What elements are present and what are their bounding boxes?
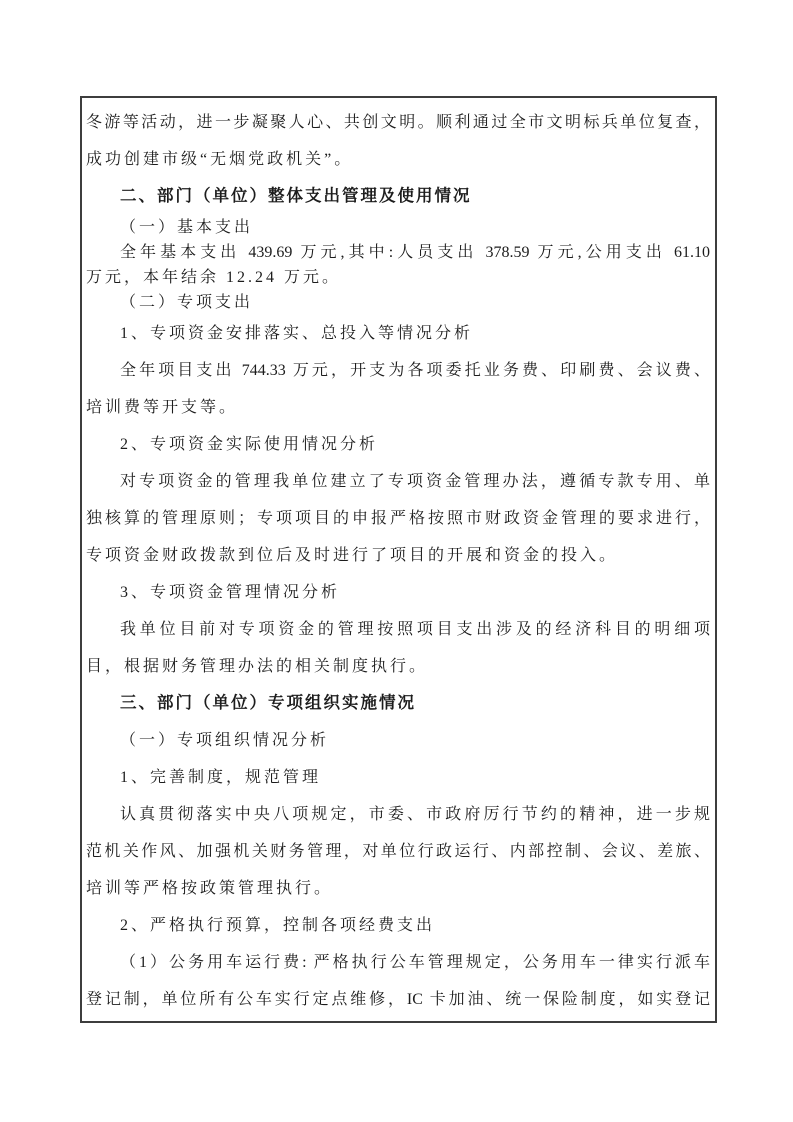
line-02: 成功创建市级“无烟党政机关”。 — [86, 151, 354, 168]
line-17: 目，根据财务管理办法的相关制度执行。 — [86, 658, 429, 675]
line-20: 1、完善制度，规范管理 — [120, 769, 322, 786]
line-25: （1）公务用车运行费: 严格执行公车管理规定，公务用车一律实行派车 — [120, 954, 710, 971]
line-01: 冬游等活动，进一步凝聚人心、共创文明。顺利通过全市文明标兵单位复查， — [86, 114, 710, 131]
line-13: 独核算的管理原则；专项项目的申报严格按照市财政资金管理的要求进行， — [86, 510, 710, 527]
line-06: 万元，本年结余 12.24 万元。 — [86, 269, 342, 286]
section-heading-2: 二、部门（单位）整体支出管理及使用情况 — [120, 187, 472, 205]
line-11: 2、专项资金实际使用情况分析 — [120, 436, 379, 453]
line-10: 培训费等开支等。 — [86, 399, 239, 416]
line-04: （一）基本支出 — [120, 219, 254, 236]
line-15: 3、专项资金管理情况分析 — [120, 584, 341, 601]
line-09: 全年项目支出 744.33 万元，开支为各项委托业务费、印刷费、会议费、 — [120, 362, 710, 379]
line-26: 登记制，单位所有公车实行定点维修，IC 卡加油、统一保险制度，如实登记 — [86, 991, 710, 1008]
line-12: 对专项资金的管理我单位建立了专项资金管理办法，遵循专款专用、单 — [120, 473, 710, 490]
line-24: 2、严格执行预算，控制各项经费支出 — [120, 917, 436, 934]
line-22: 范机关作风、加强机关财务管理，对单位行政运行、内部控制、会议、差旅、 — [86, 843, 710, 860]
line-16: 我单位目前对专项资金的管理按照项目支出涉及的经济科目的明细项 — [120, 621, 710, 638]
line-19: （一）专项组织情况分析 — [120, 732, 330, 749]
line-05: 全年基本支出 439.69 万元,其中:人员支出 378.59 万元,公用支出 61.10 — [120, 244, 710, 261]
document-content-cell — [80, 96, 717, 1023]
line-23: 培训等严格按政策管理执行。 — [86, 880, 334, 897]
line-14: 专项资金财政拨款到位后及时进行了项目的开展和资金的投入。 — [86, 547, 619, 564]
section-heading-3: 三、部门（单位）专项组织实施情况 — [120, 694, 416, 712]
line-08: 1、专项资金安排落实、总投入等情况分析 — [120, 325, 474, 342]
line-21: 认真贯彻落实中央八项规定，市委、市政府厉行节约的精神，进一步规 — [120, 806, 710, 823]
line-07: （二）专项支出 — [120, 294, 254, 311]
